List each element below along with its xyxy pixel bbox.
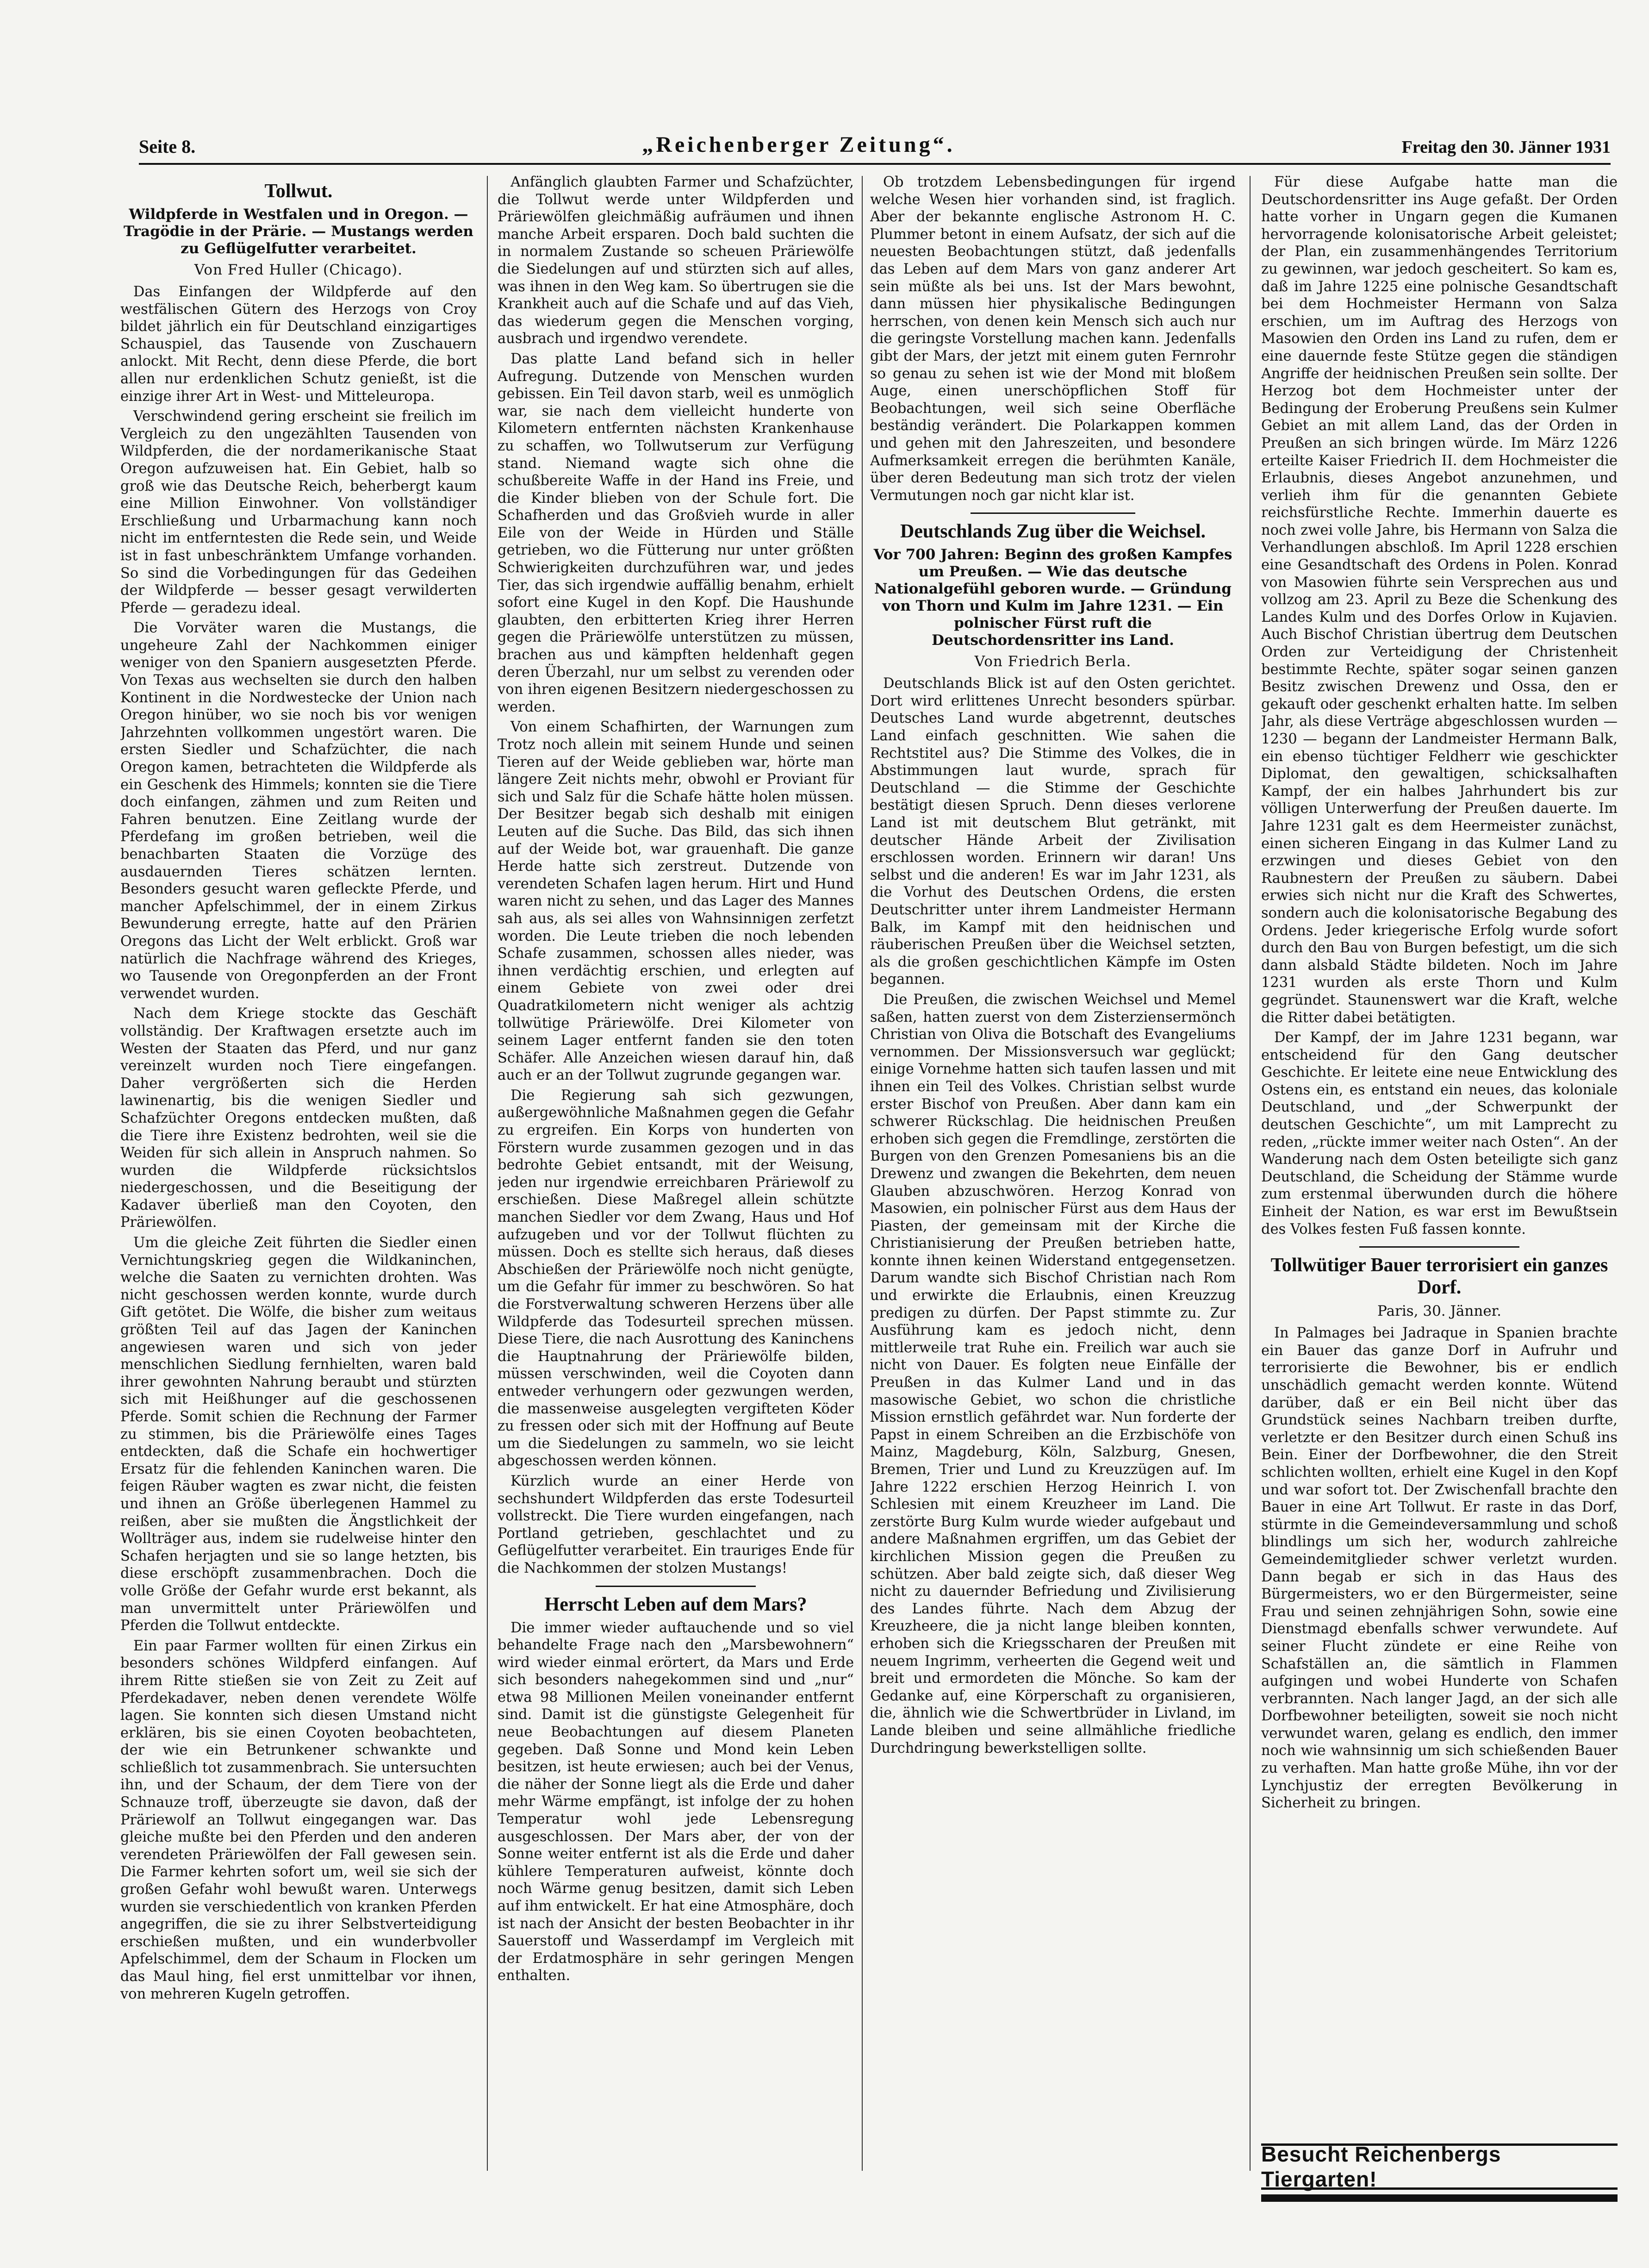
paragraph: Ein paar Farmer wollten für einen Zirkus ein besonders schönes Wildpferd einfangen. Auf ihrem Ritte stießen sie von Zeit zu Zeit auf Pferdekadaver, neben denen verendete Wölfe lagen. Sie konnten sich diesen Umstand nicht erklären, bis sie einen Coyoten beobachteten, der wie ein Betrunkener schwankte und schließlich tot zusammenbrach. Sie untersuchten ihn, und der Schaum, der dem Tiere von der Schnauze troff, überzeugte sie davon, daß der Präriewolf an Tollwut eingegangen war. Das gleiche mußte bei den Pferden und den anderen verendeten Präriewölfen der Fall gewesen sein. Die Farmer kehrten sofort um, weil sie sich der großen Gefahr wohl bewußt waren. Unterwegs wurden sie verschiedentlich von kranken Pferden angegriffen, die sie zu ihrer Selbstverteidigung erschießen mußten, und ein wunderbvoller Apfelschimmel, dem der Schaum in Flocken um das Maul hing, fiel erst unmittelbar vor ihnen, von mehreren Kugeln getroffen. bbox=[120, 1637, 477, 2002]
page-number: Seite 8. bbox=[139, 136, 196, 157]
paragraph: Nach dem Kriege stockte das Geschäft vollständig. Der Kraftwagen ersetzte auch im Westen der Staaten das Pferd, und nur ganz vereinzelt wurden noch Tiere eingefangen. Daher vergrößerten sich die Herden lawinenartig, bis die wenigen Siedler und Schafzüchter Oregons entdecken mußten, daß die Tiere ihre Existenz bedrohten, weil sie die Weiden für sich allein in Anspruch nahmen. So wurden die Wildpferde rücksichtslos niedergeschossen, und die Beseitigung der Kadaver überließ man den Coyoten, den Präriewölfen. bbox=[120, 1006, 477, 1231]
paragraph: Die Preußen, die zwischen Weichsel und Memel saßen, hatten zuerst von dem Zisterziensermönch Christian von Oliva die Botschaft des Evangeliums vernommen. Der Missionsversuch war geglückt; einige Vornehme hatten sich taufen lassen und mit ihnen ein Teil des Volkes. Christian selbst wurde erster Bischof von Preußen. Aber dann kam ein schwerer Rückschlag. Die heidnischen Preußen erhoben sich gegen die Fremdlinge, zerstörten die Burgen von den Grenzen Pomesaniens bis an die Drewenz und zwangen die Bekehrten, dem neuen Glauben abzuschwören. Herzog Konrad von Masowien, ein polnischer Fürst aus dem Haus der Piasten, der gemeinsam mit der Kirche die Christianisierung der Preußen betrieben hatte, konnte ihnen keinen Widerstand entgegensetzen. Darum wandte sich Bischof Christian nach Rom und erwirkte die Erlaubnis, einen Kreuzzug predigen zu dürfen. Der Papst stimmte zu. Zur Ausführung kam es jedoch nicht, denn mittlerweile trat Ruhe ein. Freilich war auch sie nicht von Dauer. Es folgten neue Einfälle der Preußen in das Kulmer Land und in das masowische Gebiet, wo schon die christliche Mission ernstlich gefährdet war. Nun forderte der Papst in einem Schreiben an die Erzbischöfe von Mainz, Magdeburg, Köln, Salzburg, Gnesen, Bremen, Trier und Lund zu Kreuzzügen auf. Im Jahre 1222 erschien Herzog Heinrich I. von Schlesien mit einem Kreuzheer im Land. Die zerstörte Burg Kulm wurde wieder aufgebaut und andere Maßnahmen ergriffen, um das Gebiet der kirchlichen Mission gegen die Preußen zu schützen. Aber bald zeigte sich, daß dieser Weg nicht zu dauernder Befriedung und Zivilisierung des Landes führte. Nach dem Abzug der Kreuzheere, die ja nicht lange bleiben konnten, erhoben sich die Kriegsscharen der Preußen mit neuem Ingrimm, verheerten die Gegend weit und breit und ermordeten die Mönche. So kam der Gedanke auf, eine Körperschaft zu organisieren, die, ähnlich wie die Schwertbrüder in Livland, im Lande bleiben und seine allmähliche friedliche Durchdringung bewerkstelligen sollte. bbox=[870, 991, 1236, 1756]
masthead bbox=[139, 130, 1611, 157]
article-title-tollwut: Tollwut. bbox=[264, 181, 333, 202]
paragraph: Die immer wieder auftauchende und so viel behandelte Frage nach den „Marsbewohnern“ wird wieder einmal erörtert, da Mars und Erde sich besonders nahegekommen sind und „nur“ etwa 98 Millionen Meilen voneinander entfernt sind. Damit ist die günstigste Gelegenheit für neue Beobachtungen auf diesem Planeten gegeben. Daß Sonne und Mond kein Leben besitzen, ist heute erwiesen; auch bei der Venus, die näher der Sonne liegt als die Erde und daher mehr Wärme empfängt, ist infolge der zu hohen Temperatur wohl jede Lebensregung ausgeschlossen. Der Mars aber, der von der Sonne weiter entfernt ist als die Erde und daher kühlere Temperaturen aufweist, könnte doch noch Wärme genug besitzen, damit sich Leben auf ihm entwickelt. Er hat eine Atmosphäre, doch ist nach der Ansicht der besten Beobachter in ihr Sauerstoff und Wasserdampf im Vergleich mit der Erdatmosphäre in sehr geringen Mengen enthalten. bbox=[498, 1619, 854, 1984]
article-subtitle-tollwut: Wildpferde in Westfalen und in Oregon. — Tragödie in der Prärie. — Mustangs werden zu Geflügelfutter verarbeitet. bbox=[124, 206, 473, 257]
advertisement-bar bbox=[1261, 2194, 1618, 2202]
column-4 bbox=[1261, 174, 1618, 2129]
paragraph: Die Vorväter waren die Mustangs, die ungeheure Zahl der Nachkommen einiger weniger von den Spaniern ausgesetzten Pferde. Von Texas aus wechselten sie durch den halben Kontinent in die Nordwestecke der Union nach Oregon hinüber, wo sie noch bis vor wenigen Jahrzehnten vollkommen ungestört waren. Die ersten Siedler und Schafzüchter, die nach Oregon kamen, betrachteten die Wildpferde als ein Geschenk des Himmels; konnten sie die Tiere doch einfangen, zähmen und zum Reiten und Fahren benutzen. Eine Zeitlang wurde der Pferdefang im großen betrieben, weil die benachbarten Staaten die Vorzüge des ausdauernden Tieres schätzen lernten. Besonders gesucht waren gefleckte Pferde, und mancher Apfelschimmel, der in einem Zirkus Bewunderung erregte, hatte auf den Prärien Oregons das Licht der Welt erblickt. Groß war natürlich die Nachfrage während des Krieges, wo Tausende von Oregonpferden an der Front verwendet wurden. bbox=[120, 620, 477, 1002]
advertisement-tiergarten: Besucht Reichenbergs Tiergarten! bbox=[1261, 2143, 1618, 2190]
article-title-mars: Herrscht Leben auf dem Mars? bbox=[544, 1593, 807, 1615]
paragraph: Verschwindend gering erscheint sie freilich im Vergleich zu den ungezählten Tausenden von Wildpferden, die der nordamerikanische Staat Oregon aufzuweisen hat. Ein Gebiet, halb so groß wie das Deutsche Reich, beherbergt kaum eine Million Einwohner. Von vollständiger Erschließung und Urbarmachung kann noch nicht im entferntesten die Rede sein, und Weide ist in fast unbeschränktem Umfange vorhanden. So sind die Vorbedingungen für das Gedeihen der Wildpferde — besser gesagt verwilderten Pferde — geradezu ideal. bbox=[120, 408, 477, 616]
column-divider bbox=[1250, 176, 1251, 2171]
paragraph: Das platte Land befand sich in heller Aufregung. Dutzende von Menschen wurden gebissen. Ein Teil davon starb, weil es unmöglich war, sie nach dem vielleicht hunderte von Kilometern entfernten nächsten Krankenhause zu schaffen, wo Tollwutserum zur Verfügung stand. Niemand wagte sich ohne die schußbereite Waffe in der Hand ins Freie, und die Kinder blieben von der Schule fort. Die Schafherden und das Großvieh wurde in aller Eile von der Weide in Hürden und Ställe getrieben, wo die Fütterung nur unter größten Schwierigkeiten durchzuführen war, und jedes Tier, das sich irgendwie auffällig benahm, erhielt sofort eine Kugel in den Kopf. Die Haushunde glaubten, den erbitterten Krieg ihrer Herren gegen die Präriewölfe unterstützen zu müssen, brachen aus und kämpften heldenhaft gegen deren Überzahl, nur um selbst zu verenden oder von ihren eigenen Besitzern niedergeschossen zu werden. bbox=[498, 350, 854, 715]
paragraph: Für diese Aufgabe hatte man die Deutschordensritter ins Auge gefaßt. Der Orden hatte vorher in Ungarn gegen die Kumanen hervorragende kolonisatorische Arbeit geleistet; der Plan, ein zusammenhängendes Territorium zu gewinnen, war jedoch gescheitert. So kam es, daß im Jahre 1225 eine polnische Gesandtschaft bei dem Hochmeister Hermann von Salza erschien, um im Auftrag des Herzogs von Masowien den Orden ins Land zu rufen, dem er eine dauernde feste Stütze gegen die ständigen Angriffe der heidnischen Preußen sein sollte. Der Herzog bot dem Hochmeister unter der Bedingung der Eroberung Preußens sein Kulmer Gebiet an mit allem Land, das der Orden in Preußen an sich bringen würde. Im März 1226 erteilte Kaiser Friedrich II. dem Hochmeister die Erlaubnis, dieses Angebot anzunehmen, und verlieh ihm für die genannten Gebiete reichsfürstliche Rechte. Immerhin dauerte es noch zwei volle Jahre, bis Hermann von Salza die Verhandlungen abschloß. Im April 1228 erschien eine Gesandtschaft des Ordens in Polen. Konrad von Masowien führte sein Versprechen aus und vollzog am 23. April zu Beze die Schenkung des Landes Kulm und des Dorfes Orlow in Kujavien. Auch Bischof Christian übertrug dem Deutschen Orden zur Verteidigung der Christenheit bestimmte Rechte, später sogar seinen ganzen Besitz zwischen Drewenz und Ossa, den er gekauft oder geschenkt erhalten hatte. Im selben Jahr, als diese Verträge abgeschlossen wurden — 1230 — begann der Landmeister Hermann Balk, ein ebenso tüchtiger Feldherr wie geschickter Diplomat, den gewaltigen, schicksalhaften Kampf, der ein halbes Jahrhundert bis zur völligen Unterwerfung der Preußen dauerte. Im Jahre 1231 galt es dem Heermeister zunächst, einen sicheren Eingang in das Kulmer Land zu erzwingen und dieses Gebiet von den Raubnestern der Preußen zu säubern. Dabei erwies sich nicht nur die Kraft des Schwertes, sondern auch die kolonisatorische Begabung des Ordens. Jeder kriegerische Erfolg wurde sofort durch den Bau von Burgen befestigt, um die sich dann alsbald Städte bildeten. Noch im Jahre 1231 wurden als erste Thorn und Kulm gegründet. Staunenswert war die Kraft, welche die Ritter dabei betätigten. bbox=[1261, 174, 1618, 1026]
masthead-rule bbox=[139, 163, 1611, 165]
newspaper-title: „Reichenberger Zeitung“. bbox=[642, 132, 955, 157]
paragraph: In Palmages bei Jadraque in Spanien brachte ein Bauer das ganze Dorf in Aufruhr und terrorisierte die Bewohner, bis er endlich unschädlich gemacht werden konnte. Wütend darüber, daß er ein Beil nicht über das Grundstück seines Nachbarn treiben durfte, verletzte er den Besitzer durch einen Schuß ins Bein. Einer der Dorfbewohner, die den Streit schlichten wollten, erhielt eine Kugel in den Kopf und war sofort tot. Der Zwischenfall brachte den Bauer in eine Art Tollwut. Er raste in das Dorf, stürmte in die Gemeindeversammlung und schoß blindlings um sich her, wodurch zahlreiche Gemeindemitglieder schwer verletzt wurden. Dann begab er sich in das Haus des Bürgermeisters, wo er den Bürgermeister, seine Frau und seinen zehnjährigen Sohn, sowie eine Dienstmagd ebenfalls schwer verwundete. Auf seiner Flucht zündete er eine Reihe von Schafställen an, die sämtlich in Flammen aufgingen und wobei Hunderte von Schafen verbrannten. Nach langer Jagd, an der sich alle Dorfbewohner beteiligten, soweit sie noch nicht verwundet waren, gelang es endlich, den immer noch wie wahnsinnig um sich schießenden Bauer zu verhaften. Man hatte große Mühe, ihn vor der Lynchjustiz der erregten Bevölkerung in Sicherheit zu bringen. bbox=[1261, 1325, 1618, 1812]
paragraph: Kürzlich wurde an einer Herde von sechshundert Wildpferden das erste Todesurteil vollstreckt. Die Tiere wurden eingefangen, nach Portland getrieben, geschlachtet und zu Geflügelfutter verarbeitet. Ein trauriges Ende für die Nachkommen der stolzen Mustangs! bbox=[498, 1473, 854, 1576]
article-separator bbox=[971, 512, 1135, 514]
column-divider bbox=[487, 176, 488, 2171]
article-byline-weichsel: Von Friedrich Berla. bbox=[974, 653, 1132, 670]
paragraph: Um die gleiche Zeit führten die Siedler einen Vernichtungskrieg gegen die Wildkaninchen, welche die Saaten zu vernichten drohten. Was nicht geschossen werden konnte, wurde durch Gift getötet. Die Wölfe, die bisher zum weitaus größten Teil auf das Jagen der Kaninchen angewiesen waren und sich von jeder menschlichen Siedlung fernhielten, waren bald ihrer gewohnten Nahrung beraubt und stürzten sich mit Heißhunger auf die geschossenen Pferde. Somit schien die Rechnung der Farmer zu stimmen, bis die Präriewölfe eines Tages entdeckten, daß die Schafe ein hochwertiger Ersatz für die fehlenden Kaninchen waren. Die feigen Räuber wagten es zwar nicht, die feisten und ihnen an Größe überlegenen Hammel zu reißen, aber sie mußten die Ängstlichkeit der Wollträger aus, indem sie rudelweise hinter den Schafen herjagten und sie so lange hetzten, bis diese erschöpft zusammenbrachen. Doch die volle Größe der Gefahr wurde erst bekannt, als man unvermittelt unter Präriewölfen und Pferden die Tollwut entdeckte. bbox=[120, 1235, 477, 1634]
paragraph: Der Kampf, der im Jahre 1231 begann, war entscheidend für den Gang deutscher Geschichte. Er leitete eine neue Entwicklung des Ostens ein, es entstand ein neues, das koloniale Deutschland, und „der Schwerpunkt der deutschen Geschichte“, um mit Lamprecht zu reden, „rückte immer weiter nach Osten“. An der Wanderung nach dem Osten beteiligte sich ganz Deutschland, die Scheidung der Stämme wurde zum erstenmal überwunden durch die höhere Einheit der Nation, es war erst im Bewußtsein des Volkes festen Fuß fassen konnte. bbox=[1261, 1030, 1618, 1237]
column-divider bbox=[862, 176, 863, 2171]
article-separator bbox=[1359, 1246, 1520, 1248]
column-1 bbox=[120, 174, 477, 2166]
paragraph: Ob trotzdem Lebensbedingungen für irgend welche Wesen hier vorhanden sind, ist fraglich. Aber der bekannte englische Astronom H. C. Plummer betont in einem Aufsatz, der sich auf die neuesten Beobachtungen stützt, daß jedenfalls das Leben auf dem Mars von ganz anderer Art sein müßte als bei uns. Ist der Mars bewohnt, dann müssen hier physikalische Bedingungen herrschen, von denen kein Mensch sich auch nur die geringste Vorstellung machen kann. Jedenfalls gibt der Mars, der jetzt mit einem guten Fernrohr so genau zu sehen ist wie der Mond mit bloßem Auge, einen unerschöpflichen Stoff für Beobachtungen, weil sich seine Oberfläche beständig verändert. Die Polarkappen kommen und gehen mit den Jahreszeiten, und besondere Aufmerksamkeit erregen die berühmten Kanäle, über deren Bedeutung man sich trotz der vielen Vermutungen noch gar nicht klar ist. bbox=[870, 174, 1236, 504]
column-2 bbox=[498, 174, 854, 2166]
article-title-bauer: Tollwütiger Bauer terrorisiert ein ganzes Dorf. bbox=[1270, 1255, 1608, 1299]
paragraph: Deutschlands Blick ist auf den Osten gerichtet. Dort wird erlittenes Unrecht besonders spürbar. Deutsches Land wurde abgetrennt, deutsches Land einfach geschnitten. Wie sahen die Rechtstitel aus? Die Stimme des Volkes, die in Abstimmungen laut wurde, sprach für Deutschland — die Stimme der Geschichte bestätigt diesen Spruch. Denn dieses verlorene Land ist mit deutschem Blut getränkt, mit deutscher Hände Arbeit der Zivilisation erschlossen worden. Erinnern wir daran! Uns selbst und die anderen! Es war im Jahr 1231, als die Vorhut des Deutschen Ordens, die ersten Deutschritter unter ihrem Landmeister Hermann Balk, im Kampf mit den heidnischen und räuberischen Preußen über die Weichsel setzten, als die großen geschichtlichen Kämpfe im Osten begannen. bbox=[870, 675, 1236, 988]
article-separator bbox=[596, 1586, 756, 1587]
paragraph: Das Einfangen der Wildpferde auf den westfälischen Gütern des Herzogs von Croy bildet jährlich ein für Deutschland einzigartiges Schauspiel, das Tausende von Zuschauern anlockt. Mit Recht, denn diese Pferde, die bort allen nur erdenklichen Schutz genießt, ist die einzige ihrer Art in West- und Mitteleuropa. bbox=[120, 284, 477, 405]
article-dateline-bauer: Paris, 30. Jänner. bbox=[1377, 1303, 1501, 1320]
article-title-weichsel: Deutschlands Zug über die Weichsel. bbox=[900, 521, 1206, 543]
issue-date: Freitag den 30. Jänner 1931 bbox=[1401, 137, 1611, 157]
paragraph: Anfänglich glaubten Farmer und Schafzüchter, die Tollwut werde unter Wildpferden und Präriewölfen gleichmäßig aufräumen und ihnen manche Arbeit ersparen. Doch bald suchten die in normalem Zustande so scheuen Präriewölfe die Siedelungen auf und stürzten sich auf alles, was ihnen in den Weg kam. So übertrugen sie die Krankheit auch auf die Schafe und auf das Vieh, das wiederum gegen die Menschen vorging, ausbrach und irgendwo verendete. bbox=[498, 174, 854, 347]
paragraph: Von einem Schafhirten, der Warnungen zum Trotz noch allein mit seinem Hunde und seinen Tieren auf der Weide geblieben war, hörte man längere Zeit nichts mehr, obwohl er Proviant für sich und Salz für die Schafe hätte holen müssen. Der Besitzer begab sich deshalb mit einigen Leuten auf die Suche. Das Bild, das sich ihnen auf der Weide bot, war grauenhaft. Die ganze Herde hatte sich zerstreut. Dutzende von verendeten Schafen lagen herum. Hirt und Hund waren nicht zu sehen, und das Lager des Mannes sah aus, als sei alles von Wahnsinnigen zerfetzt worden. Die Leute trieben die noch lebenden Schafe zusammen, schossen alles nieder, was ihnen verdächtig erschien, und erlegten auf einem Gebiete von zwei oder drei Quadratkilometern nicht weniger als achtzig tollwütige Präriewölfe. Drei Kilometer von seinem Lager entfernt fanden sie den toten Schäfer. Alle Anzeichen wiesen darauf hin, daß auch er an der Tollwut zugrunde gegangen war. bbox=[498, 719, 854, 1084]
article-subtitle-weichsel: Vor 700 Jahren: Beginn des großen Kampfes um Preußen. — Wie das deutsche Nationalgefühl geboren wurde. — Gründung von Thorn und Kulm im Jahre 1231. — Ein polnischer Fürst ruft die Deutschordensritter ins Land. bbox=[873, 546, 1232, 649]
article-byline-tollwut: Von Fred Huller (Chicago). bbox=[194, 262, 403, 278]
column-3 bbox=[870, 174, 1236, 2166]
paragraph: Die Regierung sah sich gezwungen, außergewöhnliche Maßnahmen gegen die Gefahr zu ergreifen. Ein Korps von hunderten von Förstern wurde zusammen gezogen und in das bedrohte Gebiet entsandt, mit der Weisung, jeden nur irgendwie erreichbaren Präriewolf zu erschießen. Diese Maßregel allein schützte manchen Siedler vor dem Zwang, Haus und Hof aufzugeben und vor der Tollwut flüchten zu müssen. Doch es stellte sich heraus, daß dieses Abschießen der Präriewölfe noch nicht genügte, um die Gefahr für immer zu beschwören. So hat die Forstverwaltung schweren Herzens über alle Wildpferde das Todesurteil sprechen müssen. Diese Tiere, die nach Ausrottung des Kaninchens die Hauptnahrung der Präriewölfe bilden, müssen verschwinden, weil die Coyoten dann entweder verhungern oder gezwungen werden, die massenweise ausgelegten vergifteten Köder zu fressen oder sich mit der Hoffnung auf Beute um die Siedelungen zu sammeln, wo sie leicht abgeschossen werden können. bbox=[498, 1087, 854, 1469]
